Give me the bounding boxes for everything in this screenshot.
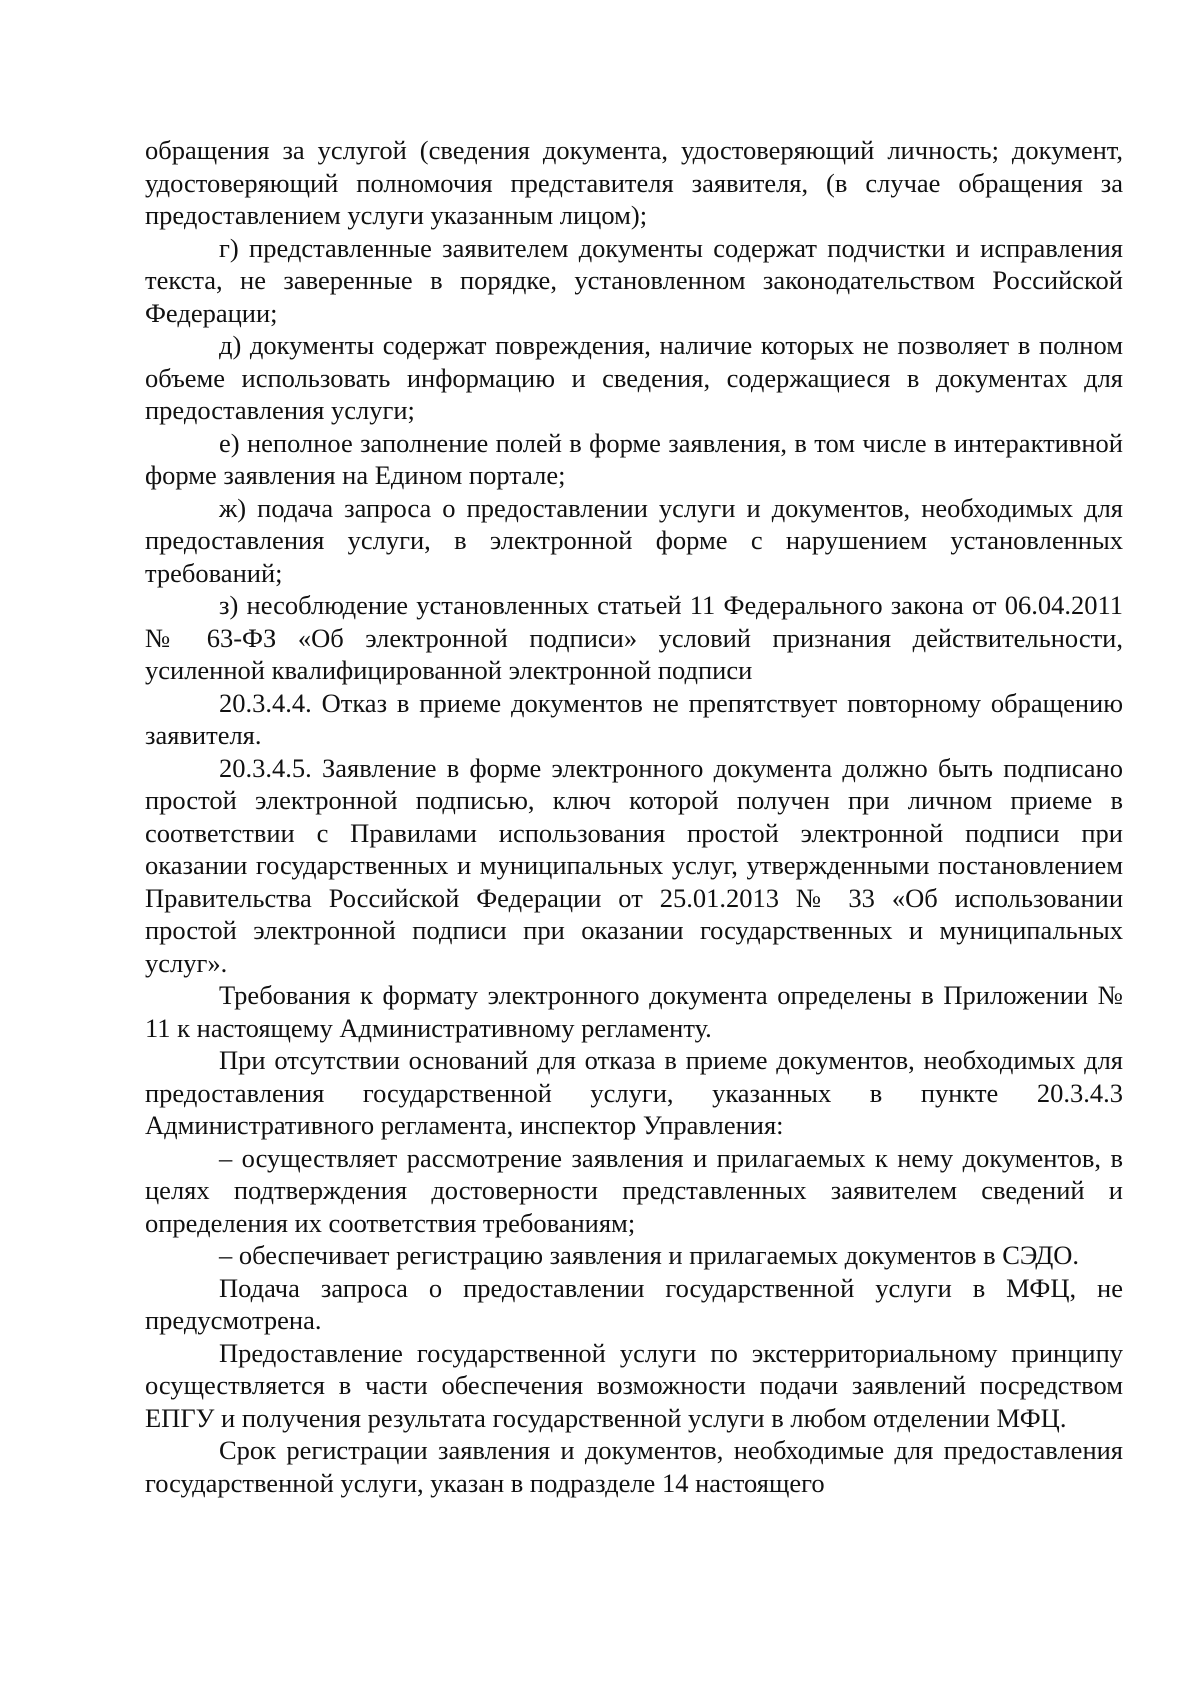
paragraph-no-grounds: При отсутствии оснований для отказа в приеме документов, необходимых для предоставления государственной услуги, указанных в пункте 20.3.4.3 Административного регламента, инспектор Управления: bbox=[145, 1045, 1123, 1140]
paragraph-continuation: обращения за услугой (сведения документа, удостоверяющий личность; документ, удостоверяющий полномочия представителя заявителя, (в случае обращения за предоставлением услуги указанным лицом); bbox=[145, 135, 1123, 230]
paragraph-item-d: д) документы содержат повреждения, наличие которых не позволяет в полном объеме использовать информацию и сведения, содержащиеся в документах для предоставления услуги; bbox=[145, 330, 1123, 425]
paragraph-20-3-4-5: 20.3.4.5. Заявление в форме электронного документа должно быть подписано простой электронной подписью, ключ которой получен при личном приеме в соответствии с Правилами использования простой электронной подписи при оказании государственных и муниципальных услуг, утвержденными постановлением Правительства Российской Федерации от 25.01.2013 № 33 «Об использовании простой электронной подписи при оказании государственных и муниципальных услуг». bbox=[145, 752, 1123, 978]
paragraph-20-3-4-4: 20.3.4.4. Отказ в приеме документов не препятствует повторному обращению заявителя. bbox=[145, 687, 1123, 750]
paragraph-item-e: е) неполное заполнение полей в форме заявления, в том числе в интерактивной форме заявления на Едином портале; bbox=[145, 427, 1123, 490]
paragraph-registration-term: Срок регистрации заявления и документов, необходимые для предоставления государственной услуги, указан в подразделе 14 настоящего bbox=[145, 1435, 1123, 1498]
paragraph-dash-registration: – обеспечивает регистрацию заявления и прилагаемых документов в СЭДО. bbox=[219, 1240, 1080, 1270]
document-page bbox=[145, 134, 1123, 1499]
paragraph-extraterritorial: Предоставление государственной услуги по экстерриториальному принципу осуществляется в части обеспечения возможности подачи заявлений посредством ЕПГУ и получения результата государственной услуги в любом отделении МФЦ. bbox=[145, 1337, 1123, 1433]
paragraph-item-zh: ж) подача запроса о предоставлении услуги и документов, необходимых для предоставления услуги, в электронной форме с нарушением установленных требований; bbox=[145, 492, 1123, 588]
paragraph-item-z: з) несоблюдение установленных статьей 11 Федерального закона от 06.04.2011 № 63-ФЗ «Об электронной подписи» условий признания действительности, усиленной квалифицированной электронной подписи bbox=[145, 590, 1123, 685]
paragraph-item-g: г) представленные заявителем документы содержат подчистки и исправления текста, не заверенные в порядке, установленном законодательством Российской Федерации; bbox=[145, 232, 1123, 328]
paragraph-format-requirements: Требования к формату электронного документа определены в Приложении № 11 к настоящему Административному регламенту. bbox=[145, 980, 1123, 1043]
paragraph-mfc-not-provided: Подача запроса о предоставлении государственной услуги в МФЦ, не предусмотрена. bbox=[145, 1272, 1123, 1335]
paragraph-dash-review: – осуществляет рассмотрение заявления и прилагаемых к нему документов, в целях подтверждения достоверности представленных заявителем сведений и определения их соответствия требованиям; bbox=[145, 1142, 1123, 1238]
